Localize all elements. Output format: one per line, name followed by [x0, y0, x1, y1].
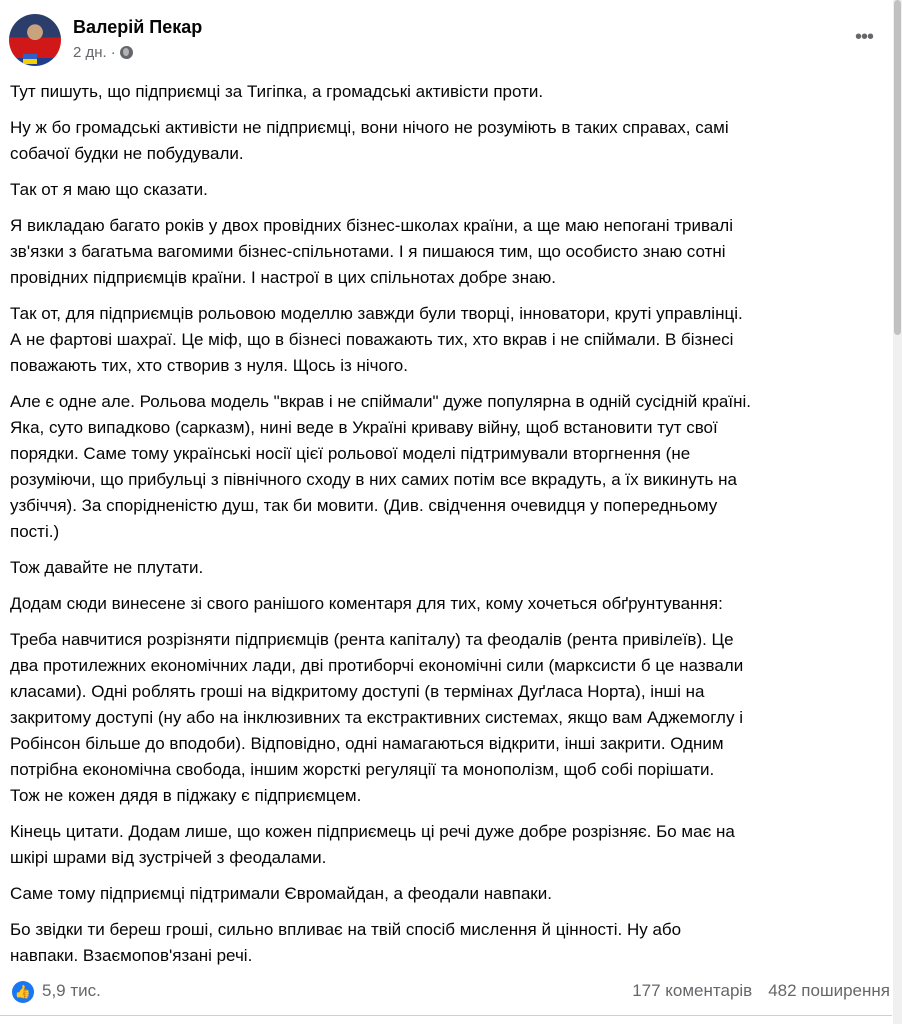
paragraph-line: Тож давайте не плутати.	[10, 558, 204, 577]
paragraph-line: узбіччя). За спорідненістю душ, так би мовити. (Див. свідчення очевидця у попередньому	[10, 496, 718, 515]
paragraph-line: потрібна економічна свобода, іншим жорсткі регуляції та монополізм, щоб собі порішати.	[10, 760, 715, 779]
paragraph-line: порядки. Саме тому українські носії цієї рольової моделі підтримували вторгнення (не	[10, 444, 691, 463]
paragraph-line: Я викладаю багато років у двох провідних бізнес-школах країни, а ще маю непогані тривалі	[10, 216, 733, 235]
post-paragraph	[10, 389, 890, 545]
paragraph-line: провідних підприємців країни. І настрої в цих спільнотах добре знаю.	[10, 268, 557, 287]
paragraph-line: класами). Одні роблять гроші на відкритому доступі (в термінах Дуґласа Норта), інші на	[10, 682, 705, 701]
scrollbar-thumb[interactable]	[894, 0, 901, 335]
post-paragraph	[10, 819, 890, 871]
paragraph-line: поважають тих, хто створив з нуля. Щось із нічого.	[10, 356, 408, 375]
paragraph-line: Тож не кожен дядя в піджаку є підприємцем.	[10, 786, 362, 805]
paragraph-line: Так от, для підприємців рольовою моделлю завжди були творці, інноватори, круті управлінці.	[10, 304, 743, 323]
post-time[interactable]: 2 дн.	[73, 44, 107, 61]
like-icon[interactable]: 👍	[12, 981, 34, 1003]
paragraph-line: Треба навчитися розрізняти підприємців (рента капіталу) та феодалів (рента привілеїв). Це	[10, 630, 734, 649]
paragraph-line: Кінець цитати. Додам лише, що кожен підприємець ці речі дуже добре розрізняє. Бо має на	[10, 822, 735, 841]
paragraph-line: Додам сюди винесене зі свого ранішого коментаря для тих, кому хочеться обґрунтування:	[10, 594, 723, 613]
post-paragraph	[10, 591, 890, 617]
more-options-button[interactable]	[855, 26, 873, 49]
meta-separator: ·	[110, 44, 116, 61]
author-name[interactable]: Валерій Пекар	[73, 17, 203, 37]
post-header	[0, 0, 890, 78]
paragraph-line: шкірі шрами від зустрічей з феодалами.	[10, 848, 327, 867]
post-footer	[0, 975, 892, 1011]
comment-count[interactable]: 177 коментарів	[632, 981, 753, 1000]
post-paragraph	[10, 177, 890, 203]
globe-icon[interactable]	[120, 46, 133, 59]
paragraph-line: пості.)	[10, 522, 60, 541]
post-meta	[73, 44, 133, 61]
post-paragraph	[10, 917, 890, 969]
scrollbar[interactable]	[893, 0, 902, 1024]
paragraph-line: два протилежних економічних лади, дві протиборчі економічні сили (марксисти б це назвали	[10, 656, 744, 675]
paragraph-line: Робінсон більше до вподоби). Відповідно, одні намагаються відкрити, інші закрити. Одним	[10, 734, 724, 753]
paragraph-line: навпаки. Взаємопов'язані речі.	[10, 946, 253, 965]
avatar[interactable]	[9, 14, 61, 66]
paragraph-line: Бо звідки ти береш гроші, сильно впливає на твій спосіб мислення й цінності. Ну або	[10, 920, 682, 939]
ukraine-flag-icon	[23, 54, 37, 64]
paragraph-line: Ну ж бо громадські активісти не підприємці, вони нічого не розуміють в таких справах, самі	[10, 118, 729, 137]
paragraph-line: А не фартові шахраї. Це міф, що в бізнесі поважають тих, хто вкрав і не спіймали. В бізнесі	[10, 330, 734, 349]
paragraph-line: Яка, суто випадково (сарказм), нині веде в Україні криваву війну, щоб встановити тут свої	[10, 418, 718, 437]
paragraph-line: Але є одне але. Рольова модель "вкрав і не спіймали" дуже популярна в одній сусідній країні.	[10, 392, 751, 411]
post-body	[10, 79, 890, 969]
paragraph-line: Саме тому підприємці підтримали Євромайдан, а феодали навпаки.	[10, 884, 552, 903]
more-icon: •••	[855, 26, 874, 48]
post-paragraph	[10, 115, 890, 167]
share-count[interactable]: 482 поширення	[768, 981, 890, 1000]
post-paragraph	[10, 213, 890, 291]
post-paragraph	[10, 627, 890, 809]
post-paragraph	[10, 555, 890, 581]
paragraph-line: Тут пишуть, що підприємці за Тигіпка, а громадські активісти проти.	[10, 82, 544, 101]
paragraph-line: собачої будки не побудували.	[10, 144, 244, 163]
post-paragraph	[10, 79, 890, 105]
reaction-count[interactable]: 5,9 тис.	[42, 981, 101, 1000]
paragraph-line: закритому доступі (ну або на інклюзивних та екстрактивних системах, якщо вам Аджемоглу і	[10, 708, 743, 727]
post-paragraph	[10, 881, 890, 907]
paragraph-line: зв'язки з багатьма вагомими бізнес-спільнотами. І я пишаюся тим, що особисто знаю сотні	[10, 242, 726, 261]
paragraph-line: Так от я маю що сказати.	[10, 180, 208, 199]
post-paragraph	[10, 301, 890, 379]
paragraph-line: розуміючи, що прибульці з північного сходу в них самих потім все вкрадуть, а їх викинуть на	[10, 470, 737, 489]
divider	[0, 1015, 892, 1016]
